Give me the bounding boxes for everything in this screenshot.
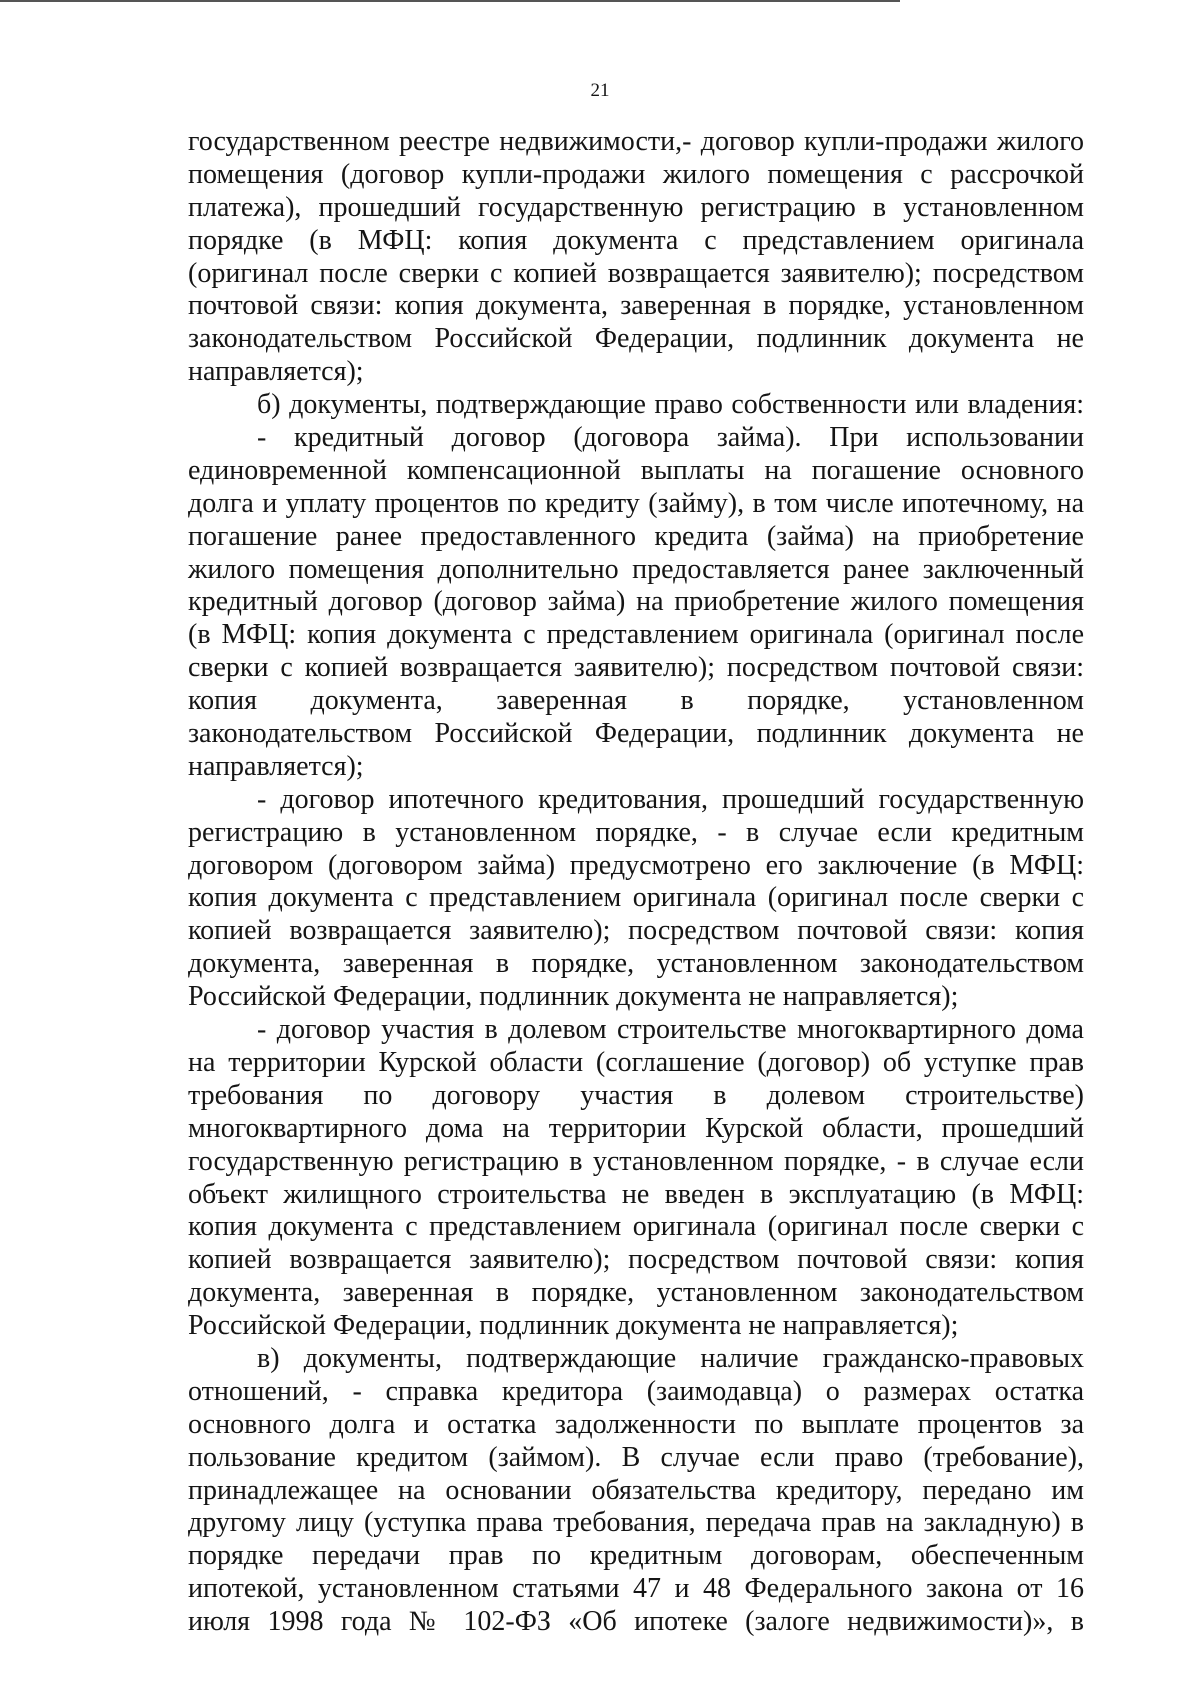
text-line: направляется); [188, 356, 364, 388]
text-line: законодательством Российской Федерации, подлинник документа не [188, 718, 1084, 750]
text-line: - договор участия в долевом строительстве многоквартирного дома [257, 1014, 1084, 1046]
text-line: единовременной компенсационной выплаты на погашение основного [188, 454, 1084, 486]
text-line: платежа), прошедший государственную регистрацию в установленном [188, 191, 1084, 223]
text-line: почтовой связи: копия документа, заверенная в порядке, установленном [188, 290, 1084, 322]
text-line: Российской Федерации, подлинник документа не направляется); [188, 1310, 959, 1342]
text-line: июля 1998 года № 102-ФЗ «Об ипотеке (залоге недвижимости)», в [188, 1606, 1084, 1638]
text-line: (в МФЦ: копия документа с представлением оригинала (оригинал после [188, 619, 1084, 651]
document-body [188, 126, 1084, 1639]
text-line: другому лицу (уступка права требования, передача прав на закладную) в [188, 1507, 1084, 1539]
text-line: ипотекой, установленном статьями 47 и 48 Федерального закона от 16 [188, 1573, 1084, 1605]
text-line: объект жилищного строительства не введен в эксплуатацию (в МФЦ: [188, 1178, 1084, 1210]
text-line: порядке (в МФЦ: копия документа с представлением оригинала [188, 224, 1084, 256]
text-line: сверки с копией возвращается заявителю); посредством почтовой связи: [188, 652, 1084, 684]
text-line: государственную регистрацию в установленном порядке, - в случае если [188, 1145, 1084, 1177]
text-line: долга и уплату процентов по кредиту (займу), в том числе ипотечному, на [188, 487, 1084, 519]
text-line: копией возвращается заявителю); посредством почтовой связи: копия [188, 915, 1084, 947]
text-line: многоквартирного дома на территории Курской области, прошедший [188, 1112, 1084, 1144]
text-line: документа, заверенная в порядке, установленном законодательством [188, 1277, 1084, 1309]
page-number: 21 [590, 80, 610, 101]
text-line: на территории Курской области (соглашение (договор) об уступке прав [188, 1046, 1084, 1078]
text-line: жилого помещения дополнительно предоставляется ранее заключенный [188, 553, 1084, 585]
text-line: копия документа с представлением оригинала (оригинал после сверки с [188, 1211, 1084, 1243]
text-line: пользование кредитом (займом). В случае если право (требование), [188, 1441, 1084, 1473]
text-line: копия документа, заверенная в порядке, установленном [188, 685, 1084, 717]
text-line: (оригинал после сверки с копией возвращается заявителю); посредством [188, 257, 1084, 289]
text-line: кредитный договор (договор займа) на приобретение жилого помещения [188, 586, 1084, 618]
text-line: Российской Федерации, подлинник документа не направляется); [188, 981, 959, 1013]
text-line: требования по договору участия в долевом строительстве) [188, 1079, 1084, 1111]
scan-top-edge-line [0, 0, 900, 2]
text-line: копией возвращается заявителю); посредством почтовой связи: копия [188, 1244, 1084, 1276]
text-line: б) документы, подтверждающие право собственности или владения: [257, 389, 1084, 421]
text-line: - договор ипотечного кредитования, прошедший государственную [257, 783, 1084, 815]
text-line: направляется); [188, 750, 364, 782]
text-line: документа, заверенная в порядке, установленном законодательством [188, 948, 1084, 980]
text-line: помещения (договор купли-продажи жилого помещения с рассрочкой [188, 158, 1084, 190]
text-line: погашение ранее предоставленного кредита (займа) на приобретение [188, 520, 1084, 552]
text-line: основного долга и остатка задолженности по выплате процентов за [188, 1408, 1084, 1440]
text-line: - кредитный договор (договора займа). При использовании [257, 422, 1084, 454]
text-line: договором (договором займа) предусмотрено его заключение (в МФЦ: [188, 849, 1084, 881]
text-line: регистрацию в установленном порядке, - в случае если кредитным [188, 816, 1084, 848]
text-line: отношений, - справка кредитора (заимодавца) о размерах остатка [188, 1375, 1084, 1407]
text-line: порядке передачи прав по кредитным договорам, обеспеченным [188, 1540, 1084, 1572]
text-line: государственном реестре недвижимости,- договор купли-продажи жилого [188, 126, 1084, 157]
text-line: принадлежащее на основании обязательства кредитору, передано им [188, 1474, 1084, 1506]
text-line: копия документа с представлением оригинала (оригинал после сверки с [188, 882, 1084, 914]
text-line: законодательством Российской Федерации, подлинник документа не [188, 323, 1084, 355]
text-line: в) документы, подтверждающие наличие гражданско-правовых [257, 1342, 1084, 1374]
